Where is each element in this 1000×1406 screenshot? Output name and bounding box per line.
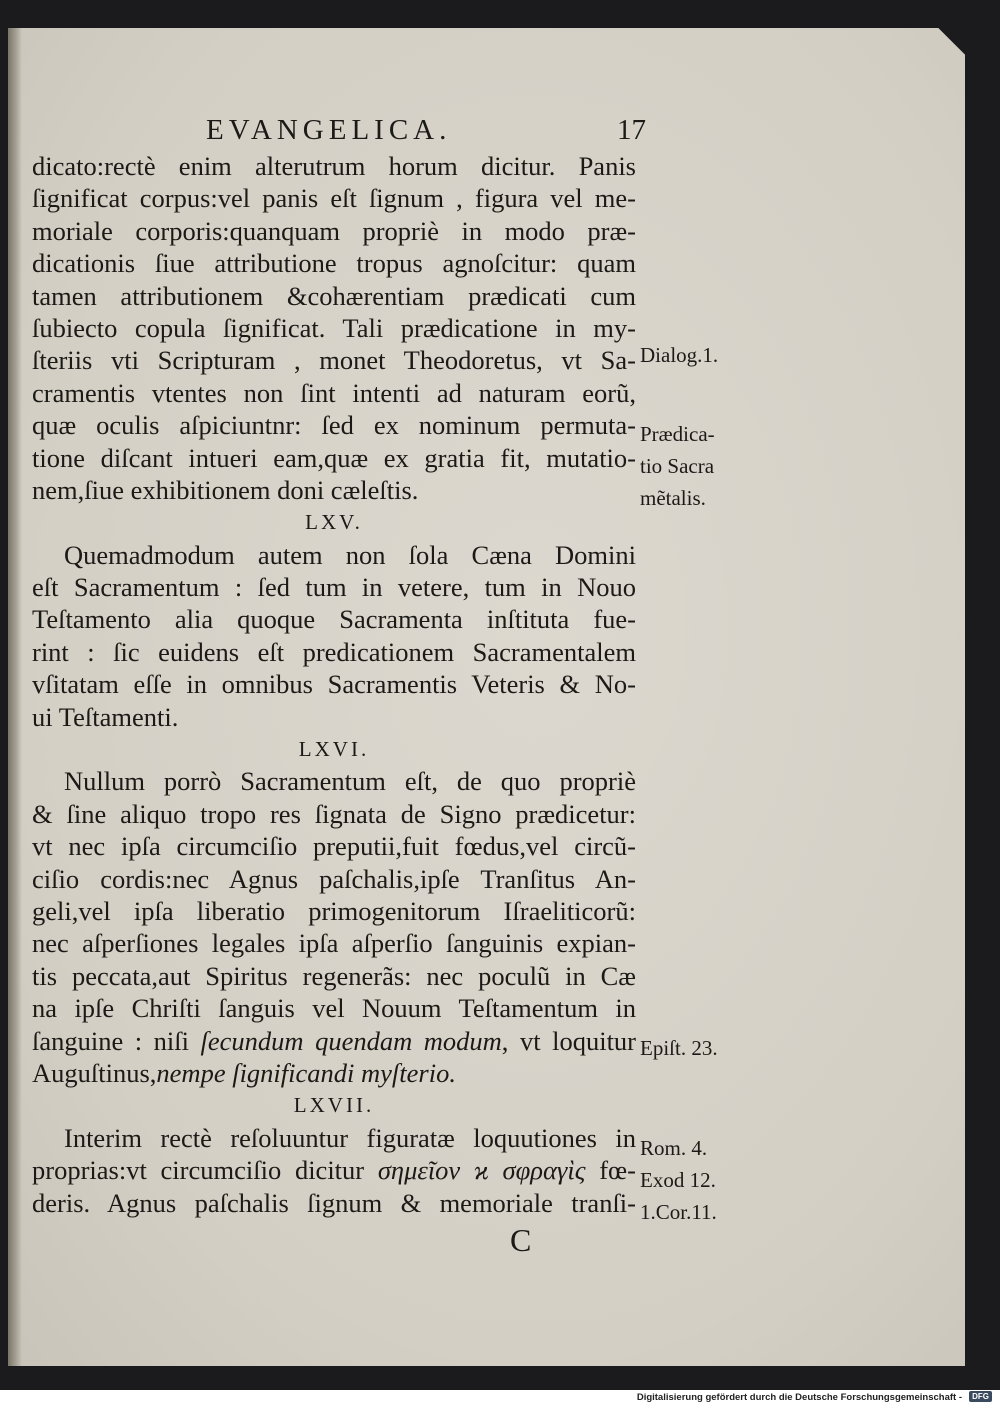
page-spine-shadow — [8, 28, 22, 1366]
text-run: , vt loquitur — [501, 1025, 637, 1056]
margin-note-praedicatio-3: mẽtalis. — [640, 486, 706, 510]
text-line: & ſine aliquo tropo res ſignata de Signo prædicetur: — [32, 798, 636, 829]
text-line: ſubiecto copula ſignificat. Tali prædicatione in my- — [32, 312, 636, 343]
text-line: nec aſperſiones legales ipſa aſperſio ſanguinis expian- — [32, 928, 636, 959]
text-line: vſitatam eſſe in omnibus Sacramentis Veteris & No- — [32, 669, 636, 700]
funding-notice: Digitalisierung gefördert durch die Deutsche Forschungsgemeinschaft - — [636, 1392, 962, 1403]
running-header — [206, 114, 646, 150]
italic-quote: nempe ſignificandi myſterio. — [156, 1057, 456, 1088]
running-title: EVANGELICA. — [206, 114, 452, 146]
dfg-logo: DFG — [969, 1391, 992, 1402]
text-line: deris. Agnus paſchalis ſignum & memoriale tranſi- — [32, 1187, 636, 1218]
margin-note-exod: Exod 12. — [640, 1168, 716, 1192]
text-line: ciſio cordis:nec Agnus paſchalis,ipſe Tranſitus An- — [32, 863, 636, 894]
section-heading-67: LXVII. — [293, 1093, 375, 1118]
text-line: ui Teſtamenti. — [32, 701, 179, 732]
text-run: fœ- — [585, 1155, 636, 1186]
text-run: proprias:vt circumciſio dicitur — [32, 1155, 378, 1186]
margin-note-praedicatio-2: tio Sacra — [640, 454, 715, 478]
text-line: Teſtamento alia quoque Sacramenta inſtituta fue- — [32, 604, 636, 635]
text-line: rint : ſic euidens eſt predicationem Sacramentalem — [32, 636, 636, 667]
greek-text: σημεῖον ϰ σφραγὶς — [377, 1155, 586, 1186]
margin-note-praedicatio-1: Prædica- — [640, 422, 715, 446]
text-line: ſignificat corpus:vel panis eſt ſignum , figura vel me- — [32, 183, 636, 214]
text-line: Quemadmodum autem non ſola Cæna Domini — [64, 539, 636, 570]
page-number: 17 — [617, 114, 646, 146]
text-block — [32, 150, 636, 1219]
text-line: vt nec ipſa circumciſio preputii,fuit fœdus,vel circũ- — [32, 831, 636, 862]
italic-quote: ſecundum quendam modum — [200, 1025, 502, 1056]
text-line: geli,vel ipſa liberatio primogenitorum Iſraeliticorũ: — [32, 895, 636, 926]
text-line: dicationis ſiue attributione tropus agnoſcitur: quam — [32, 248, 636, 279]
text-line: tis peccata,aut Spiritus regenerãs: nec poculũ in Cæ — [32, 960, 636, 991]
text-line: cramentis vtentes non ſint intenti ad naturam eorũ, — [32, 377, 636, 408]
text-line: na ipſe Chriſti ſanguis vel Nouum Teſtamentum in — [32, 993, 636, 1024]
text-line: tione diſcant intueri eam,quæ ex gratia fit, mutatio- — [32, 442, 636, 473]
text-line: Nullum porrò Sacramentum eſt, de quo propriè — [64, 766, 636, 797]
text-line: tamen attributionem &cohærentiam prædicati cum — [32, 280, 636, 311]
text-line: ſteriis vti Scripturam , monet Theodoretus, vt Sa- — [32, 345, 636, 376]
text-line — [32, 1025, 636, 1057]
text-line: nem,ſiue exhibitionem doni cæleſtis. — [32, 474, 419, 505]
margin-note-rom: Rom. 4. — [640, 1136, 708, 1160]
signature-mark: C — [510, 1222, 532, 1258]
text-line: dicato:rectè enim alterutrum horum dicitur. Panis — [32, 151, 636, 181]
text-line: Interim rectè reſoluuntur figuratæ loquutiones in — [64, 1122, 636, 1153]
text-run: Auguſtinus, — [32, 1057, 157, 1088]
text-line: quæ oculis aſpiciuntnr: ſed ex nominum permuta- — [32, 410, 636, 441]
text-line: eſt Sacramentum : ſed tum in vetere, tum in Nouo — [32, 572, 636, 603]
margin-note-epist: Epiſt. 23. — [640, 1036, 718, 1060]
text-line — [32, 1154, 636, 1186]
footer-bar — [0, 1390, 1000, 1406]
section-heading-66: LXVI. — [298, 737, 370, 762]
text-line: moriale corporis:quanquam propriè in modo præ- — [32, 215, 636, 246]
margin-note-dialog: Dialog.1. — [640, 343, 719, 367]
margin-note-cor: 1.Cor.11. — [640, 1200, 717, 1224]
section-heading-65: LXV. — [305, 510, 363, 535]
text-run: ſanguine : niſi — [32, 1025, 201, 1056]
text-line — [32, 1057, 636, 1089]
